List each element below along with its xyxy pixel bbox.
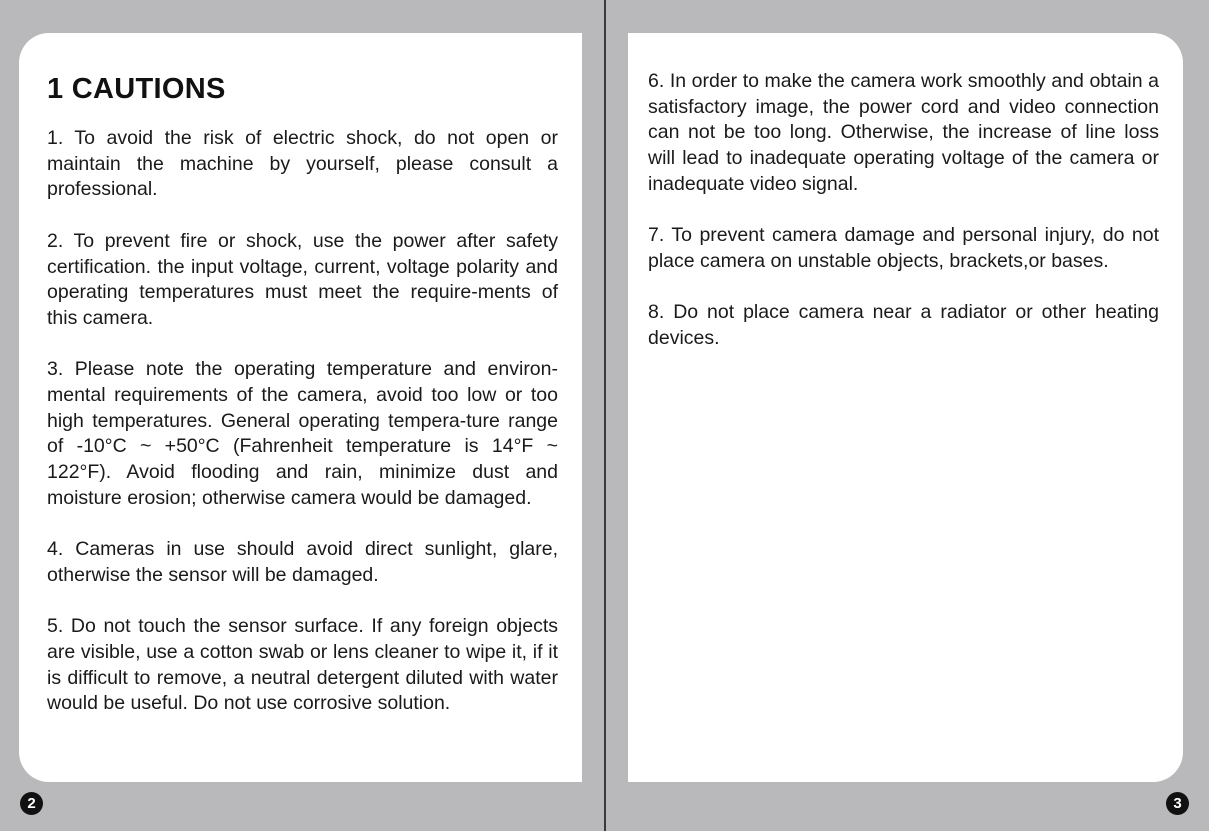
right-page xyxy=(628,33,1183,782)
caution-item-8: 8. Do not place camera near a radiator or other heating devices. xyxy=(648,301,1159,349)
caution-item-6: 6. In order to make the camera work smoothly and obtain a satisfactory image, the power cord and video connection can not be too long. Otherwise, the increase of line loss will lead to inadequate operating voltage of the camera or inadequate video signal. xyxy=(648,70,1159,195)
page-number-right: 3 xyxy=(1166,792,1189,815)
page-gutter xyxy=(604,0,606,831)
caution-item-4: 4. Cameras in use should avoid direct sunlight, glare, otherwise the sensor will be damaged. xyxy=(47,538,558,586)
left-page xyxy=(19,33,582,782)
caution-item-2: 2. To prevent fire or shock, use the power after safety certification. the input voltage, current, voltage polarity and operating temperatures must meet the require-ments of this camera. xyxy=(47,229,558,329)
section-heading: 1 CAUTIONS xyxy=(47,73,226,105)
page-number-left: 2 xyxy=(20,792,43,815)
caution-item-5: 5. Do not touch the sensor surface. If any foreign objects are visible, use a cotton swab or lens cleaner to wipe it, if it is difficult to remove, a neutral detergent diluted with water would be useful. Do not use corrosive solution. xyxy=(47,615,558,715)
caution-item-1: 1. To avoid the risk of electric shock, do not open or maintain the machine by yourself, please consult a professional. xyxy=(47,127,558,201)
caution-item-7: 7. To prevent camera damage and personal injury, do not place camera on unstable objects, brackets,or bases. xyxy=(648,224,1159,272)
caution-item-3: 3. Please note the operating temperature and environ-mental requirements of the camera, avoid too low or too high temperatures. General operating tempera-ture range of -10°C ~ +50°C (Fahrenheit temperature is 14°F ~ 122°F). Avoid flooding and rain, minimize dust and moisture erosion; otherwise camera would be damaged. xyxy=(47,358,558,509)
